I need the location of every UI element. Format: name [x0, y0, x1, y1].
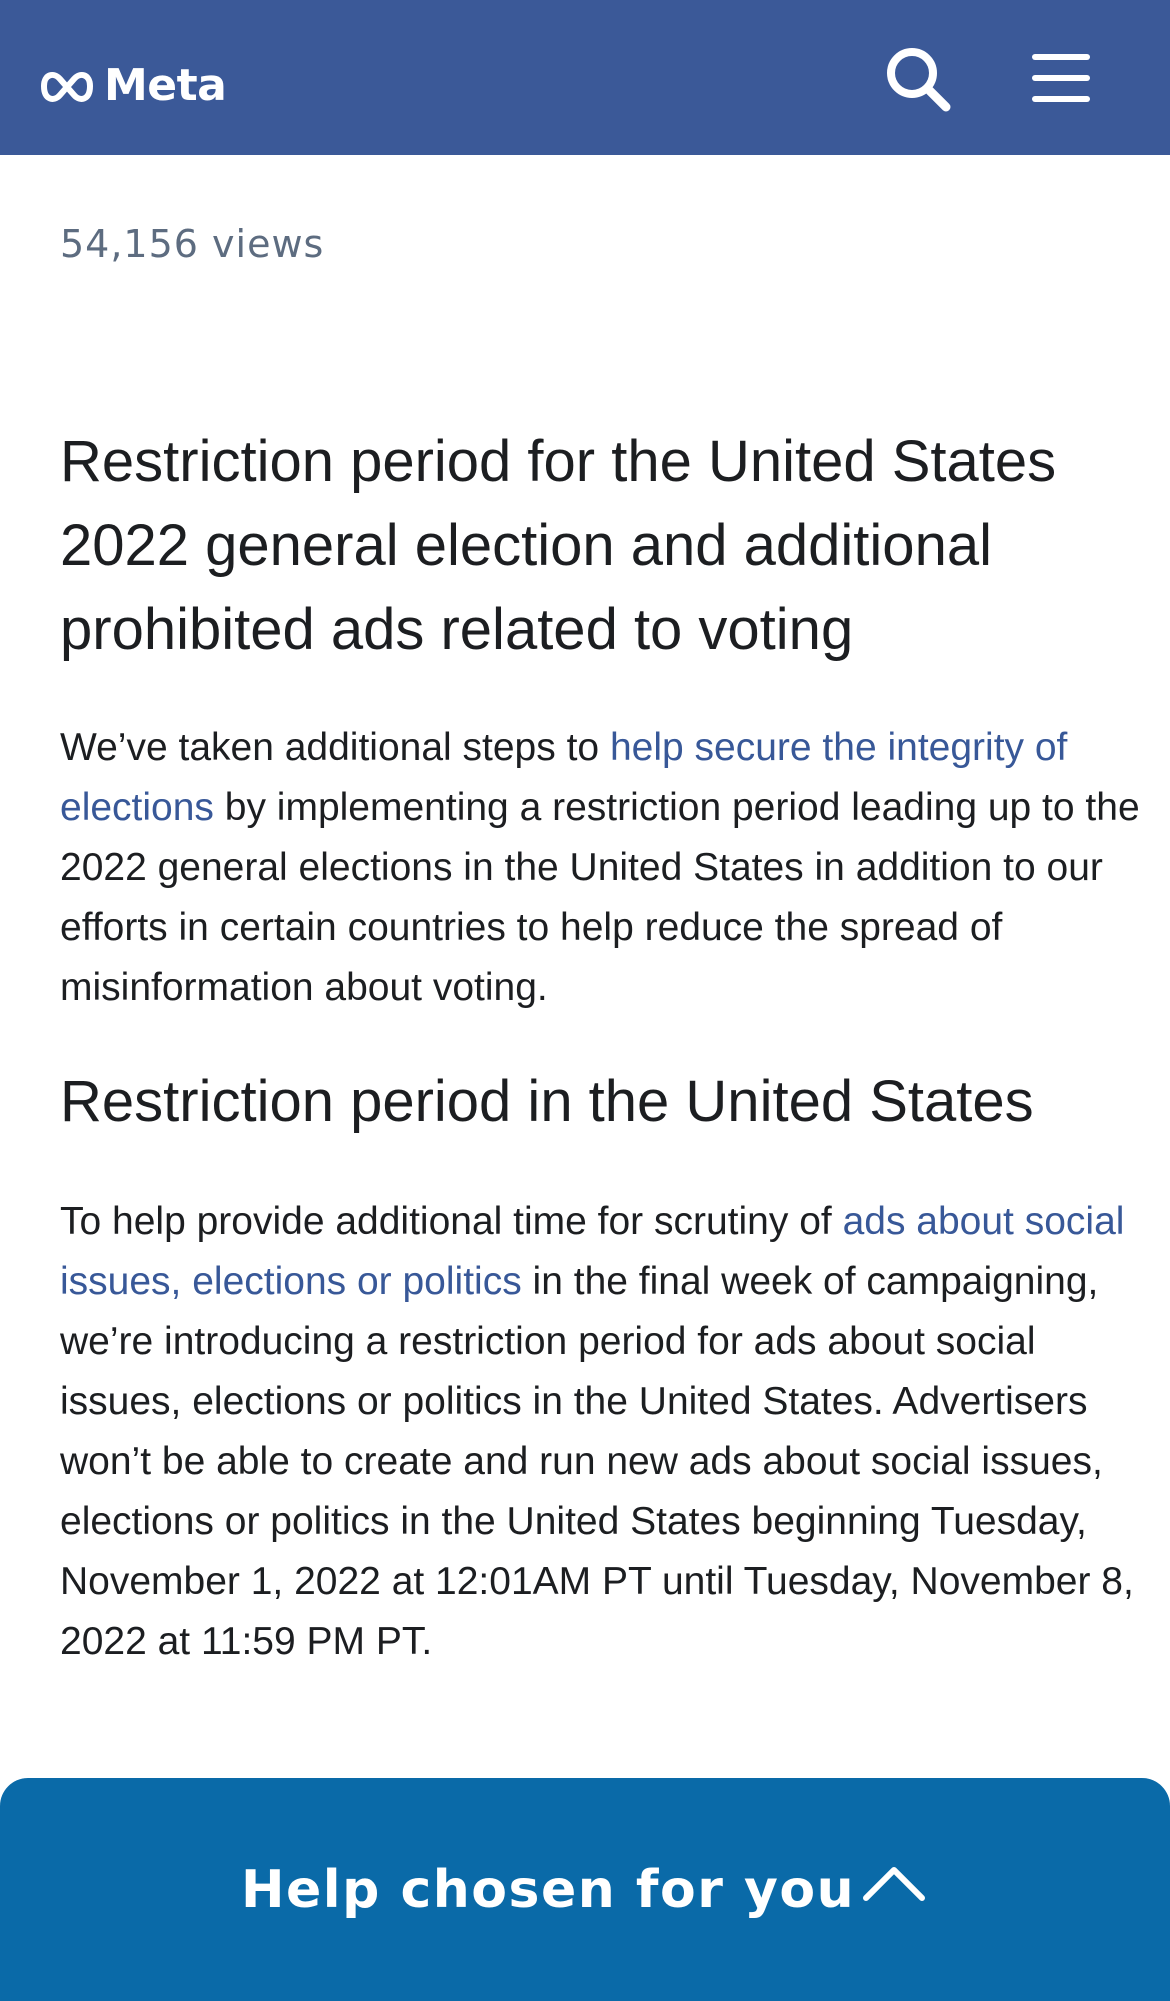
political-ads-link[interactable]: ads about social issues, elections or politics [60, 1200, 1125, 1303]
menu-button[interactable] [1028, 48, 1094, 108]
intro-text-start: We’ve taken additional steps to [60, 726, 610, 769]
meta-logo[interactable] [38, 62, 226, 110]
top-nav-bar [0, 0, 1170, 155]
intro-paragraph [60, 718, 1140, 1018]
brand-name: Meta [104, 60, 227, 111]
help-bar-label[interactable]: Help chosen for you [241, 1860, 856, 1920]
section-heading: Restriction period in the United States [60, 1069, 1034, 1134]
view-count: 54,156 views [60, 222, 325, 266]
section-text-end: in the final week of campaigning, we’re introducing a restriction period for ads about social issues, elections or politics in the United States. Advertisers won’t be able to create and run new ads about social issues, elections or politics in the United States beginning Tuesday, November 1, 2022 at 12:01AM PT until Tuesday, November 8, 2022 at 11:59 PM PT. [60, 1260, 1134, 1663]
search-icon [883, 44, 953, 114]
meta-logo-icon [38, 69, 96, 103]
section-paragraph [60, 1192, 1140, 1672]
chevron-up-icon[interactable] [862, 1862, 926, 1902]
intro-text-end: by implementing a restriction period leading up to the 2022 general elections in the United States in addition to our efforts in certain countries to help reduce the spread of misinformation about voting. [60, 786, 1140, 1009]
section-text-start: To help provide additional time for scrutiny of [60, 1200, 843, 1243]
search-button[interactable] [883, 44, 953, 114]
election-integrity-link[interactable]: help secure the integrity of elections [60, 726, 1068, 829]
page-title: Restriction period for the United States 2022 general election and additional prohibited ads related to voting [60, 429, 1057, 662]
